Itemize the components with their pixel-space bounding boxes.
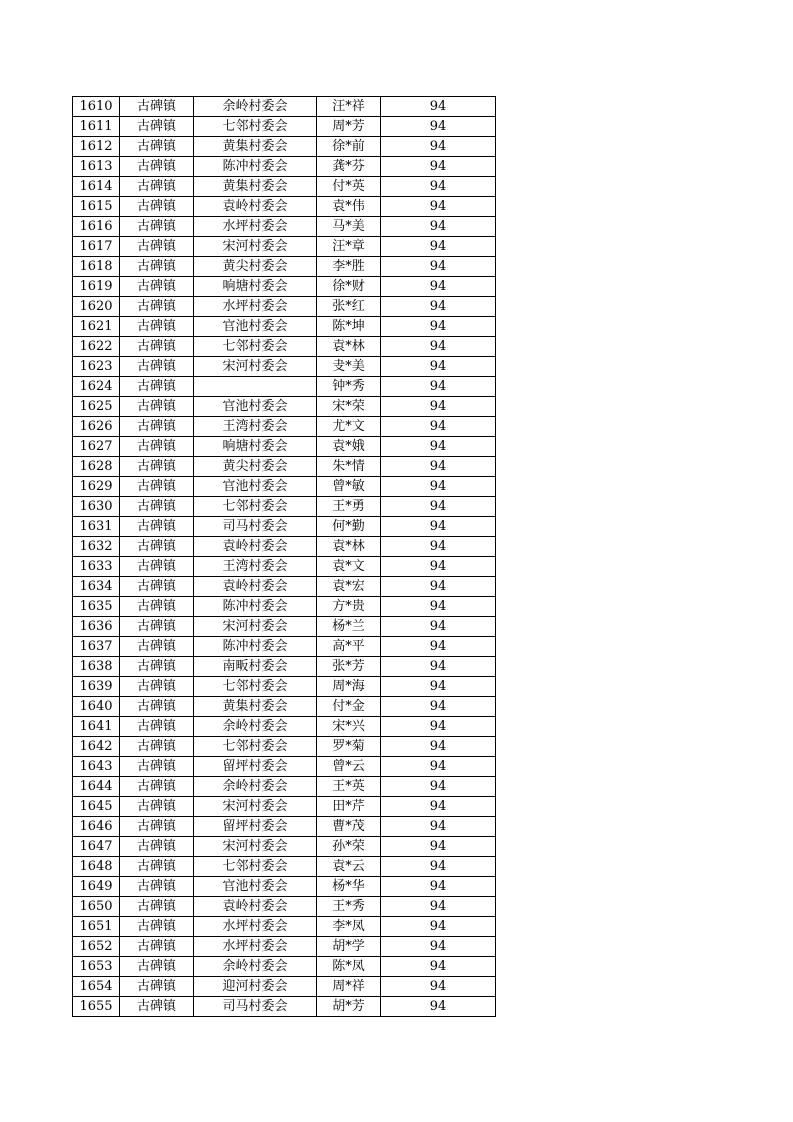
score-cell: 94 — [381, 977, 496, 997]
person-name-cell: 曹*茂 — [317, 817, 381, 837]
table-row — [73, 637, 496, 657]
table-row — [73, 197, 496, 217]
person-name-cell: 袁*林 — [317, 537, 381, 557]
township-cell: 古碑镇 — [120, 317, 194, 337]
row-number-cell: 1655 — [73, 997, 120, 1017]
township-cell: 古碑镇 — [120, 877, 194, 897]
row-number-cell: 1616 — [73, 217, 120, 237]
row-number-cell: 1632 — [73, 537, 120, 557]
score-cell: 94 — [381, 277, 496, 297]
table-row — [73, 997, 496, 1017]
township-cell: 古碑镇 — [120, 737, 194, 757]
score-cell: 94 — [381, 877, 496, 897]
table-row — [73, 877, 496, 897]
township-cell: 古碑镇 — [120, 797, 194, 817]
table-row — [73, 257, 496, 277]
table-row — [73, 497, 496, 517]
person-name-cell: 曾*敏 — [317, 477, 381, 497]
township-cell: 古碑镇 — [120, 297, 194, 317]
village-committee-cell: 水坪村委会 — [194, 297, 317, 317]
score-cell: 94 — [381, 757, 496, 777]
village-committee-cell: 黄集村委会 — [194, 137, 317, 157]
person-name-cell: 高*平 — [317, 637, 381, 657]
village-committee-cell: 司马村委会 — [194, 517, 317, 537]
township-cell: 古碑镇 — [120, 277, 194, 297]
row-number-cell: 1644 — [73, 777, 120, 797]
score-cell: 94 — [381, 377, 496, 397]
row-number-cell: 1646 — [73, 817, 120, 837]
person-name-cell: 曾*云 — [317, 757, 381, 777]
person-name-cell: 叏*美 — [317, 357, 381, 377]
village-committee-cell: 陈冲村委会 — [194, 597, 317, 617]
person-name-cell: 李*胜 — [317, 257, 381, 277]
village-committee-cell: 宋河村委会 — [194, 837, 317, 857]
row-number-cell: 1645 — [73, 797, 120, 817]
table-row — [73, 657, 496, 677]
score-cell: 94 — [381, 337, 496, 357]
table-row — [73, 217, 496, 237]
table-row — [73, 977, 496, 997]
table-row — [73, 117, 496, 137]
score-cell: 94 — [381, 397, 496, 417]
row-number-cell: 1634 — [73, 577, 120, 597]
township-cell: 古碑镇 — [120, 197, 194, 217]
score-cell: 94 — [381, 717, 496, 737]
person-name-cell: 龚*芬 — [317, 157, 381, 177]
township-cell: 古碑镇 — [120, 437, 194, 457]
village-committee-cell: 七邻村委会 — [194, 497, 317, 517]
table-row — [73, 97, 496, 117]
table-row — [73, 797, 496, 817]
village-committee-cell: 宋河村委会 — [194, 797, 317, 817]
table-row — [73, 337, 496, 357]
township-cell: 古碑镇 — [120, 997, 194, 1017]
table-row — [73, 357, 496, 377]
village-committee-cell: 余岭村委会 — [194, 97, 317, 117]
person-name-cell: 胡*学 — [317, 937, 381, 957]
row-number-cell: 1630 — [73, 497, 120, 517]
village-committee-cell: 七邻村委会 — [194, 737, 317, 757]
table-row — [73, 397, 496, 417]
township-cell: 古碑镇 — [120, 237, 194, 257]
score-cell: 94 — [381, 597, 496, 617]
table-row — [73, 477, 496, 497]
row-number-cell: 1625 — [73, 397, 120, 417]
township-cell: 古碑镇 — [120, 397, 194, 417]
person-name-cell: 周*海 — [317, 677, 381, 697]
score-cell: 94 — [381, 577, 496, 597]
table-row — [73, 857, 496, 877]
score-cell: 94 — [381, 537, 496, 557]
score-cell: 94 — [381, 657, 496, 677]
township-cell: 古碑镇 — [120, 717, 194, 737]
township-cell: 古碑镇 — [120, 957, 194, 977]
person-name-cell: 袁*云 — [317, 857, 381, 877]
row-number-cell: 1641 — [73, 717, 120, 737]
score-cell: 94 — [381, 777, 496, 797]
row-number-cell: 1638 — [73, 657, 120, 677]
table-row — [73, 597, 496, 617]
row-number-cell: 1621 — [73, 317, 120, 337]
score-cell: 94 — [381, 697, 496, 717]
score-cell: 94 — [381, 677, 496, 697]
township-cell: 古碑镇 — [120, 597, 194, 617]
township-cell: 古碑镇 — [120, 177, 194, 197]
score-cell: 94 — [381, 97, 496, 117]
township-cell: 古碑镇 — [120, 157, 194, 177]
row-number-cell: 1627 — [73, 437, 120, 457]
row-number-cell: 1647 — [73, 837, 120, 857]
table-row — [73, 937, 496, 957]
roster-table — [72, 96, 496, 1017]
score-cell: 94 — [381, 797, 496, 817]
village-committee-cell: 宋河村委会 — [194, 237, 317, 257]
person-name-cell: 杨*华 — [317, 877, 381, 897]
row-number-cell: 1654 — [73, 977, 120, 997]
table-row — [73, 837, 496, 857]
score-cell: 94 — [381, 957, 496, 977]
person-name-cell: 胡*芳 — [317, 997, 381, 1017]
township-cell: 古碑镇 — [120, 697, 194, 717]
person-name-cell: 汪*祥 — [317, 97, 381, 117]
township-cell: 古碑镇 — [120, 357, 194, 377]
village-committee-cell — [194, 377, 317, 397]
village-committee-cell: 官池村委会 — [194, 877, 317, 897]
person-name-cell: 付*金 — [317, 697, 381, 717]
person-name-cell: 杨*兰 — [317, 617, 381, 637]
table-row — [73, 157, 496, 177]
village-committee-cell: 水坪村委会 — [194, 917, 317, 937]
score-cell: 94 — [381, 177, 496, 197]
score-cell: 94 — [381, 557, 496, 577]
row-number-cell: 1629 — [73, 477, 120, 497]
person-name-cell: 马*美 — [317, 217, 381, 237]
table-row — [73, 757, 496, 777]
score-cell: 94 — [381, 917, 496, 937]
village-committee-cell: 宋河村委会 — [194, 357, 317, 377]
table-row — [73, 957, 496, 977]
township-cell: 古碑镇 — [120, 857, 194, 877]
person-name-cell: 袁*娥 — [317, 437, 381, 457]
table-row — [73, 677, 496, 697]
village-committee-cell: 王湾村委会 — [194, 417, 317, 437]
village-committee-cell: 响塘村委会 — [194, 437, 317, 457]
person-name-cell: 宋*荣 — [317, 397, 381, 417]
row-number-cell: 1633 — [73, 557, 120, 577]
table-row — [73, 617, 496, 637]
score-cell: 94 — [381, 517, 496, 537]
person-name-cell: 周*祥 — [317, 977, 381, 997]
person-name-cell: 罗*菊 — [317, 737, 381, 757]
person-name-cell: 陈*坤 — [317, 317, 381, 337]
township-cell: 古碑镇 — [120, 517, 194, 537]
village-committee-cell: 水坪村委会 — [194, 217, 317, 237]
row-number-cell: 1640 — [73, 697, 120, 717]
row-number-cell: 1637 — [73, 637, 120, 657]
village-committee-cell: 余岭村委会 — [194, 717, 317, 737]
township-cell: 古碑镇 — [120, 457, 194, 477]
village-committee-cell: 陈冲村委会 — [194, 637, 317, 657]
township-cell: 古碑镇 — [120, 257, 194, 277]
township-cell: 古碑镇 — [120, 557, 194, 577]
score-cell: 94 — [381, 857, 496, 877]
row-number-cell: 1631 — [73, 517, 120, 537]
row-number-cell: 1639 — [73, 677, 120, 697]
score-cell: 94 — [381, 137, 496, 157]
table-row — [73, 177, 496, 197]
person-name-cell: 袁*伟 — [317, 197, 381, 217]
person-name-cell: 汪*章 — [317, 237, 381, 257]
row-number-cell: 1618 — [73, 257, 120, 277]
score-cell: 94 — [381, 457, 496, 477]
person-name-cell: 张*红 — [317, 297, 381, 317]
township-cell: 古碑镇 — [120, 977, 194, 997]
village-committee-cell: 黄集村委会 — [194, 697, 317, 717]
table-row — [73, 697, 496, 717]
township-cell: 古碑镇 — [120, 137, 194, 157]
row-number-cell: 1620 — [73, 297, 120, 317]
row-number-cell: 1652 — [73, 937, 120, 957]
table-row — [73, 817, 496, 837]
person-name-cell: 袁*宏 — [317, 577, 381, 597]
row-number-cell: 1611 — [73, 117, 120, 137]
row-number-cell: 1624 — [73, 377, 120, 397]
row-number-cell: 1619 — [73, 277, 120, 297]
row-number-cell: 1643 — [73, 757, 120, 777]
person-name-cell: 何*勤 — [317, 517, 381, 537]
person-name-cell: 朱*情 — [317, 457, 381, 477]
row-number-cell: 1653 — [73, 957, 120, 977]
score-cell: 94 — [381, 997, 496, 1017]
person-name-cell: 王*勇 — [317, 497, 381, 517]
township-cell: 古碑镇 — [120, 817, 194, 837]
row-number-cell: 1623 — [73, 357, 120, 377]
village-committee-cell: 袁岭村委会 — [194, 577, 317, 597]
score-cell: 94 — [381, 477, 496, 497]
township-cell: 古碑镇 — [120, 577, 194, 597]
village-committee-cell: 留坪村委会 — [194, 817, 317, 837]
village-committee-cell: 官池村委会 — [194, 477, 317, 497]
score-cell: 94 — [381, 497, 496, 517]
score-cell: 94 — [381, 317, 496, 337]
village-committee-cell: 王湾村委会 — [194, 557, 317, 577]
score-cell: 94 — [381, 937, 496, 957]
score-cell: 94 — [381, 637, 496, 657]
township-cell: 古碑镇 — [120, 937, 194, 957]
township-cell: 古碑镇 — [120, 677, 194, 697]
person-name-cell: 钟*秀 — [317, 377, 381, 397]
village-committee-cell: 七邻村委会 — [194, 117, 317, 137]
person-name-cell: 陈*凤 — [317, 957, 381, 977]
score-cell: 94 — [381, 357, 496, 377]
village-committee-cell: 七邻村委会 — [194, 337, 317, 357]
person-name-cell: 周*芳 — [317, 117, 381, 137]
row-number-cell: 1612 — [73, 137, 120, 157]
row-number-cell: 1626 — [73, 417, 120, 437]
roster-table-body — [73, 97, 496, 1017]
township-cell: 古碑镇 — [120, 477, 194, 497]
person-name-cell: 徐*财 — [317, 277, 381, 297]
person-name-cell: 徐*前 — [317, 137, 381, 157]
table-row — [73, 897, 496, 917]
township-cell: 古碑镇 — [120, 617, 194, 637]
score-cell: 94 — [381, 297, 496, 317]
village-committee-cell: 黄集村委会 — [194, 177, 317, 197]
township-cell: 古碑镇 — [120, 417, 194, 437]
person-name-cell: 张*芳 — [317, 657, 381, 677]
table-row — [73, 717, 496, 737]
township-cell: 古碑镇 — [120, 837, 194, 857]
village-committee-cell: 官池村委会 — [194, 397, 317, 417]
row-number-cell: 1613 — [73, 157, 120, 177]
township-cell: 古碑镇 — [120, 657, 194, 677]
village-committee-cell: 余岭村委会 — [194, 777, 317, 797]
village-committee-cell: 七邻村委会 — [194, 857, 317, 877]
village-committee-cell: 黄尖村委会 — [194, 257, 317, 277]
table-row — [73, 917, 496, 937]
score-cell: 94 — [381, 197, 496, 217]
person-name-cell: 袁*林 — [317, 337, 381, 357]
township-cell: 古碑镇 — [120, 497, 194, 517]
table-row — [73, 417, 496, 437]
village-committee-cell: 陈冲村委会 — [194, 157, 317, 177]
township-cell: 古碑镇 — [120, 377, 194, 397]
village-committee-cell: 官池村委会 — [194, 317, 317, 337]
person-name-cell: 王*秀 — [317, 897, 381, 917]
table-row — [73, 777, 496, 797]
person-name-cell: 宋*兴 — [317, 717, 381, 737]
score-cell: 94 — [381, 237, 496, 257]
township-cell: 古碑镇 — [120, 917, 194, 937]
person-name-cell: 方*贵 — [317, 597, 381, 617]
township-cell: 古碑镇 — [120, 637, 194, 657]
township-cell: 古碑镇 — [120, 897, 194, 917]
village-committee-cell: 响塘村委会 — [194, 277, 317, 297]
person-name-cell: 付*英 — [317, 177, 381, 197]
row-number-cell: 1636 — [73, 617, 120, 637]
table-row — [73, 457, 496, 477]
table-row — [73, 377, 496, 397]
table-row — [73, 537, 496, 557]
table-row — [73, 277, 496, 297]
row-number-cell: 1617 — [73, 237, 120, 257]
township-cell: 古碑镇 — [120, 777, 194, 797]
row-number-cell: 1610 — [73, 97, 120, 117]
village-committee-cell: 留坪村委会 — [194, 757, 317, 777]
village-committee-cell: 袁岭村委会 — [194, 897, 317, 917]
person-name-cell: 田*芹 — [317, 797, 381, 817]
row-number-cell: 1648 — [73, 857, 120, 877]
table-row — [73, 577, 496, 597]
row-number-cell: 1615 — [73, 197, 120, 217]
village-committee-cell: 司马村委会 — [194, 997, 317, 1017]
village-committee-cell: 袁岭村委会 — [194, 197, 317, 217]
village-committee-cell: 南畈村委会 — [194, 657, 317, 677]
row-number-cell: 1650 — [73, 897, 120, 917]
person-name-cell: 李*凤 — [317, 917, 381, 937]
township-cell: 古碑镇 — [120, 537, 194, 557]
score-cell: 94 — [381, 617, 496, 637]
score-cell: 94 — [381, 217, 496, 237]
village-committee-cell: 七邻村委会 — [194, 677, 317, 697]
score-cell: 94 — [381, 257, 496, 277]
score-cell: 94 — [381, 437, 496, 457]
township-cell: 古碑镇 — [120, 217, 194, 237]
village-committee-cell: 宋河村委会 — [194, 617, 317, 637]
township-cell: 古碑镇 — [120, 117, 194, 137]
score-cell: 94 — [381, 817, 496, 837]
score-cell: 94 — [381, 117, 496, 137]
row-number-cell: 1649 — [73, 877, 120, 897]
village-committee-cell: 余岭村委会 — [194, 957, 317, 977]
township-cell: 古碑镇 — [120, 337, 194, 357]
village-committee-cell: 袁岭村委会 — [194, 537, 317, 557]
table-row — [73, 557, 496, 577]
row-number-cell: 1622 — [73, 337, 120, 357]
table-row — [73, 297, 496, 317]
table-row — [73, 437, 496, 457]
score-cell: 94 — [381, 897, 496, 917]
village-committee-cell: 迎河村委会 — [194, 977, 317, 997]
score-cell: 94 — [381, 157, 496, 177]
table-row — [73, 237, 496, 257]
row-number-cell: 1642 — [73, 737, 120, 757]
table-row — [73, 317, 496, 337]
village-committee-cell: 黄尖村委会 — [194, 457, 317, 477]
person-name-cell: 王*英 — [317, 777, 381, 797]
person-name-cell: 孙*荣 — [317, 837, 381, 857]
township-cell: 古碑镇 — [120, 97, 194, 117]
score-cell: 94 — [381, 417, 496, 437]
person-name-cell: 袁*文 — [317, 557, 381, 577]
row-number-cell: 1635 — [73, 597, 120, 617]
table-row — [73, 517, 496, 537]
person-name-cell: 尤*文 — [317, 417, 381, 437]
score-cell: 94 — [381, 837, 496, 857]
score-cell: 94 — [381, 737, 496, 757]
row-number-cell: 1628 — [73, 457, 120, 477]
table-row — [73, 737, 496, 757]
village-committee-cell: 水坪村委会 — [194, 937, 317, 957]
row-number-cell: 1614 — [73, 177, 120, 197]
row-number-cell: 1651 — [73, 917, 120, 937]
township-cell: 古碑镇 — [120, 757, 194, 777]
table-row — [73, 137, 496, 157]
